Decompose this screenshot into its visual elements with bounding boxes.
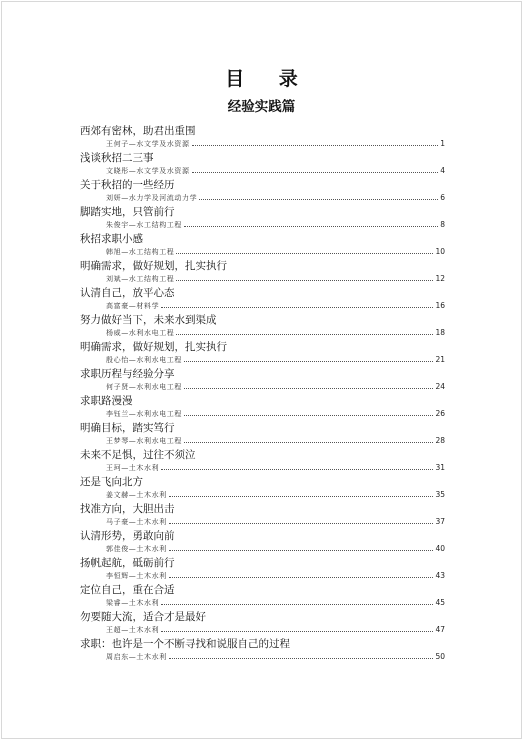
toc-entry-author-row: [106, 462, 445, 472]
toc-entry-author: 何子贤—水利水电工程: [106, 383, 182, 391]
toc-entry[interactable]: [80, 635, 445, 662]
toc-entry-author-row: [106, 408, 445, 418]
dot-leader: [192, 144, 439, 146]
dot-leader: [169, 576, 434, 578]
toc-entry-author: 高富豪—材料学: [106, 302, 160, 310]
toc-entry-page-number: 47: [435, 625, 445, 634]
dot-leader: [169, 657, 434, 659]
toc-entry[interactable]: [80, 284, 445, 311]
toc-entry-author: 殷心怡—水利水电工程: [106, 356, 182, 364]
toc-entry-title[interactable]: 关于秋招的一些经历: [80, 179, 175, 191]
toc-entry[interactable]: [80, 122, 445, 149]
toc-entry-page-number: 6: [440, 193, 445, 202]
dot-leader: [169, 549, 434, 551]
toc-entry[interactable]: [80, 149, 445, 176]
toc-entry-page-number: 35: [435, 490, 445, 499]
toc-entry-author-row: [106, 651, 445, 661]
dot-leader: [176, 279, 433, 281]
toc-entry-title[interactable]: 找准方向，大胆出击: [80, 503, 175, 515]
toc-entry[interactable]: [80, 176, 445, 203]
toc-entry-page-number: 28: [435, 436, 445, 445]
dot-leader: [184, 387, 433, 389]
dot-leader: [161, 306, 433, 308]
toc-entry-author-row: [106, 300, 445, 310]
toc-entry-page-number: 10: [435, 247, 445, 256]
toc-entry-author-row: [106, 543, 445, 553]
toc-entry[interactable]: [80, 338, 445, 365]
toc-entry-title[interactable]: 还是飞向北方: [80, 476, 143, 488]
toc-entry-author-row: [106, 435, 445, 445]
toc-entry[interactable]: [80, 473, 445, 500]
toc-entry-author: 文晓彤—水文学及水资源: [106, 167, 190, 175]
toc-entry-page-number: 24: [435, 382, 445, 391]
toc-entry-author: 周启东—土木水利: [106, 653, 167, 661]
toc-entry-author: 李钰兰—水利水电工程: [106, 410, 182, 418]
toc-entry-author: 王何子—水文学及水资源: [106, 140, 190, 148]
toc-entry[interactable]: [80, 365, 445, 392]
toc-entry-author-row: [106, 192, 445, 202]
toc-entry-author: 李恒辉—土木水利: [106, 572, 167, 580]
toc-entry-author-row: [106, 165, 445, 175]
section-subtitle: 经验实践篇: [227, 99, 296, 115]
toc-entry-author-row: [106, 381, 445, 391]
toc-entry-title[interactable]: 明确需求，做好规划，扎实执行: [80, 341, 227, 353]
toc-entry-title[interactable]: 明确需求，做好规划，扎实执行: [80, 260, 227, 272]
toc-entry-title[interactable]: 脚踏实地，只管前行: [80, 206, 175, 218]
toc-entry-title[interactable]: 未来不足惧，过往不须泣: [80, 449, 196, 461]
toc-entry[interactable]: [80, 500, 445, 527]
toc-entry[interactable]: [80, 203, 445, 230]
dot-leader: [161, 630, 433, 632]
toc-entry-author: 姜文赫—土木水利: [106, 491, 167, 499]
toc-entry-title[interactable]: 求职历程与经验分享: [80, 368, 175, 380]
dot-leader: [176, 252, 433, 254]
toc-entry-author: 韩旭—水工结构工程: [106, 248, 175, 256]
toc-entry-author: 马子豪—土木水利: [106, 518, 167, 526]
dot-leader: [161, 603, 433, 605]
toc-entry-page-number: 43: [435, 571, 445, 580]
toc-entry[interactable]: [80, 311, 445, 338]
toc-entry-author-row: [106, 273, 445, 283]
toc-entry[interactable]: [80, 257, 445, 284]
toc-entry-author: 朱俊宇—水工结构工程: [106, 221, 182, 229]
toc-entry[interactable]: [80, 608, 445, 635]
toc-entry-page-number: 45: [435, 598, 445, 607]
dot-leader: [184, 441, 433, 443]
toc-entry-title[interactable]: 秋招求职小感: [80, 233, 143, 245]
toc-entry-author: 杨威—水利水电工程: [106, 329, 175, 337]
toc-entry-page-number: 4: [440, 166, 445, 175]
toc-entry-author-row: [106, 327, 445, 337]
toc-entry-title[interactable]: 扬帆起航，砥砺前行: [80, 557, 175, 569]
toc-entry-author: 王珂—土木水利: [106, 464, 160, 472]
toc-entry-title[interactable]: 认清自己，放平心态: [80, 287, 175, 299]
toc-entry[interactable]: [80, 230, 445, 257]
toc-entry-author: 郭佳俊—土木水利: [106, 545, 167, 553]
toc-entry-author-row: [106, 570, 445, 580]
toc-entry-page-number: 40: [435, 544, 445, 553]
toc-entry-page-number: 21: [435, 355, 445, 364]
toc-entry-page-number: 1: [440, 139, 445, 148]
toc-entry-title[interactable]: 求职路漫漫: [80, 395, 133, 407]
toc-entry-page-number: 26: [435, 409, 445, 418]
toc-entry-author-row: [106, 489, 445, 499]
dot-leader: [169, 495, 434, 497]
toc-entry-author-row: [106, 219, 445, 229]
toc-entry-page-number: 12: [435, 274, 445, 283]
dot-leader: [169, 522, 434, 524]
toc-entry-page-number: 31: [435, 463, 445, 472]
toc-entry-author-row: [106, 246, 445, 256]
toc-entry-title[interactable]: 勿要随大流，适合才是最好: [80, 611, 206, 623]
toc-entry-author-row: [106, 516, 445, 526]
page-title: 目 录: [225, 68, 312, 90]
toc-entry[interactable]: [80, 527, 445, 554]
toc-entry-author: 王梦琴—水利水电工程: [106, 437, 182, 445]
toc-entry-author: 刘斌—水工结构工程: [106, 275, 175, 283]
toc-entry-page-number: 18: [435, 328, 445, 337]
toc-entry-author-row: [106, 597, 445, 607]
toc-entry[interactable]: [80, 446, 445, 473]
toc-entry-title[interactable]: 认清形势，勇敢向前: [80, 530, 175, 542]
toc-entry-author-row: [106, 624, 445, 634]
dot-leader: [199, 198, 438, 200]
toc-entry-page-number: 16: [435, 301, 445, 310]
toc-entry-title[interactable]: 浅谈秋招二三事: [80, 152, 154, 164]
toc-entry[interactable]: [80, 554, 445, 581]
toc-entry-author: 梁睿—土木水利: [106, 599, 160, 607]
dot-leader: [176, 333, 433, 335]
dot-leader: [161, 468, 433, 470]
toc-entry-title[interactable]: 努力做好当下，未来水到渠成: [80, 314, 217, 326]
dot-leader: [192, 171, 439, 173]
toc-entry[interactable]: [80, 581, 445, 608]
toc-entry-title[interactable]: 定位自己，重在合适: [80, 584, 175, 596]
toc-entry-title[interactable]: 明确目标，踏实笃行: [80, 422, 175, 434]
toc-entry[interactable]: [80, 419, 445, 446]
toc-entry-page-number: 50: [435, 652, 445, 661]
toc-entry-page-number: 8: [440, 220, 445, 229]
toc-entry-title[interactable]: 西郊有密林，助君出重围: [80, 125, 196, 137]
table-of-contents: [80, 122, 445, 662]
toc-entry-author: 刘妍—水力学及河流动力学: [106, 194, 198, 202]
toc-entry-author: 王超—土木水利: [106, 626, 160, 634]
dot-leader: [184, 414, 433, 416]
toc-entry-title[interactable]: 求职：也许是一个不断寻找和说服自己的过程: [80, 638, 290, 650]
toc-entry-author-row: [106, 138, 445, 148]
dot-leader: [184, 360, 433, 362]
dot-leader: [184, 225, 438, 227]
toc-entry[interactable]: [80, 392, 445, 419]
toc-entry-page-number: 37: [435, 517, 445, 526]
toc-entry-author-row: [106, 354, 445, 364]
